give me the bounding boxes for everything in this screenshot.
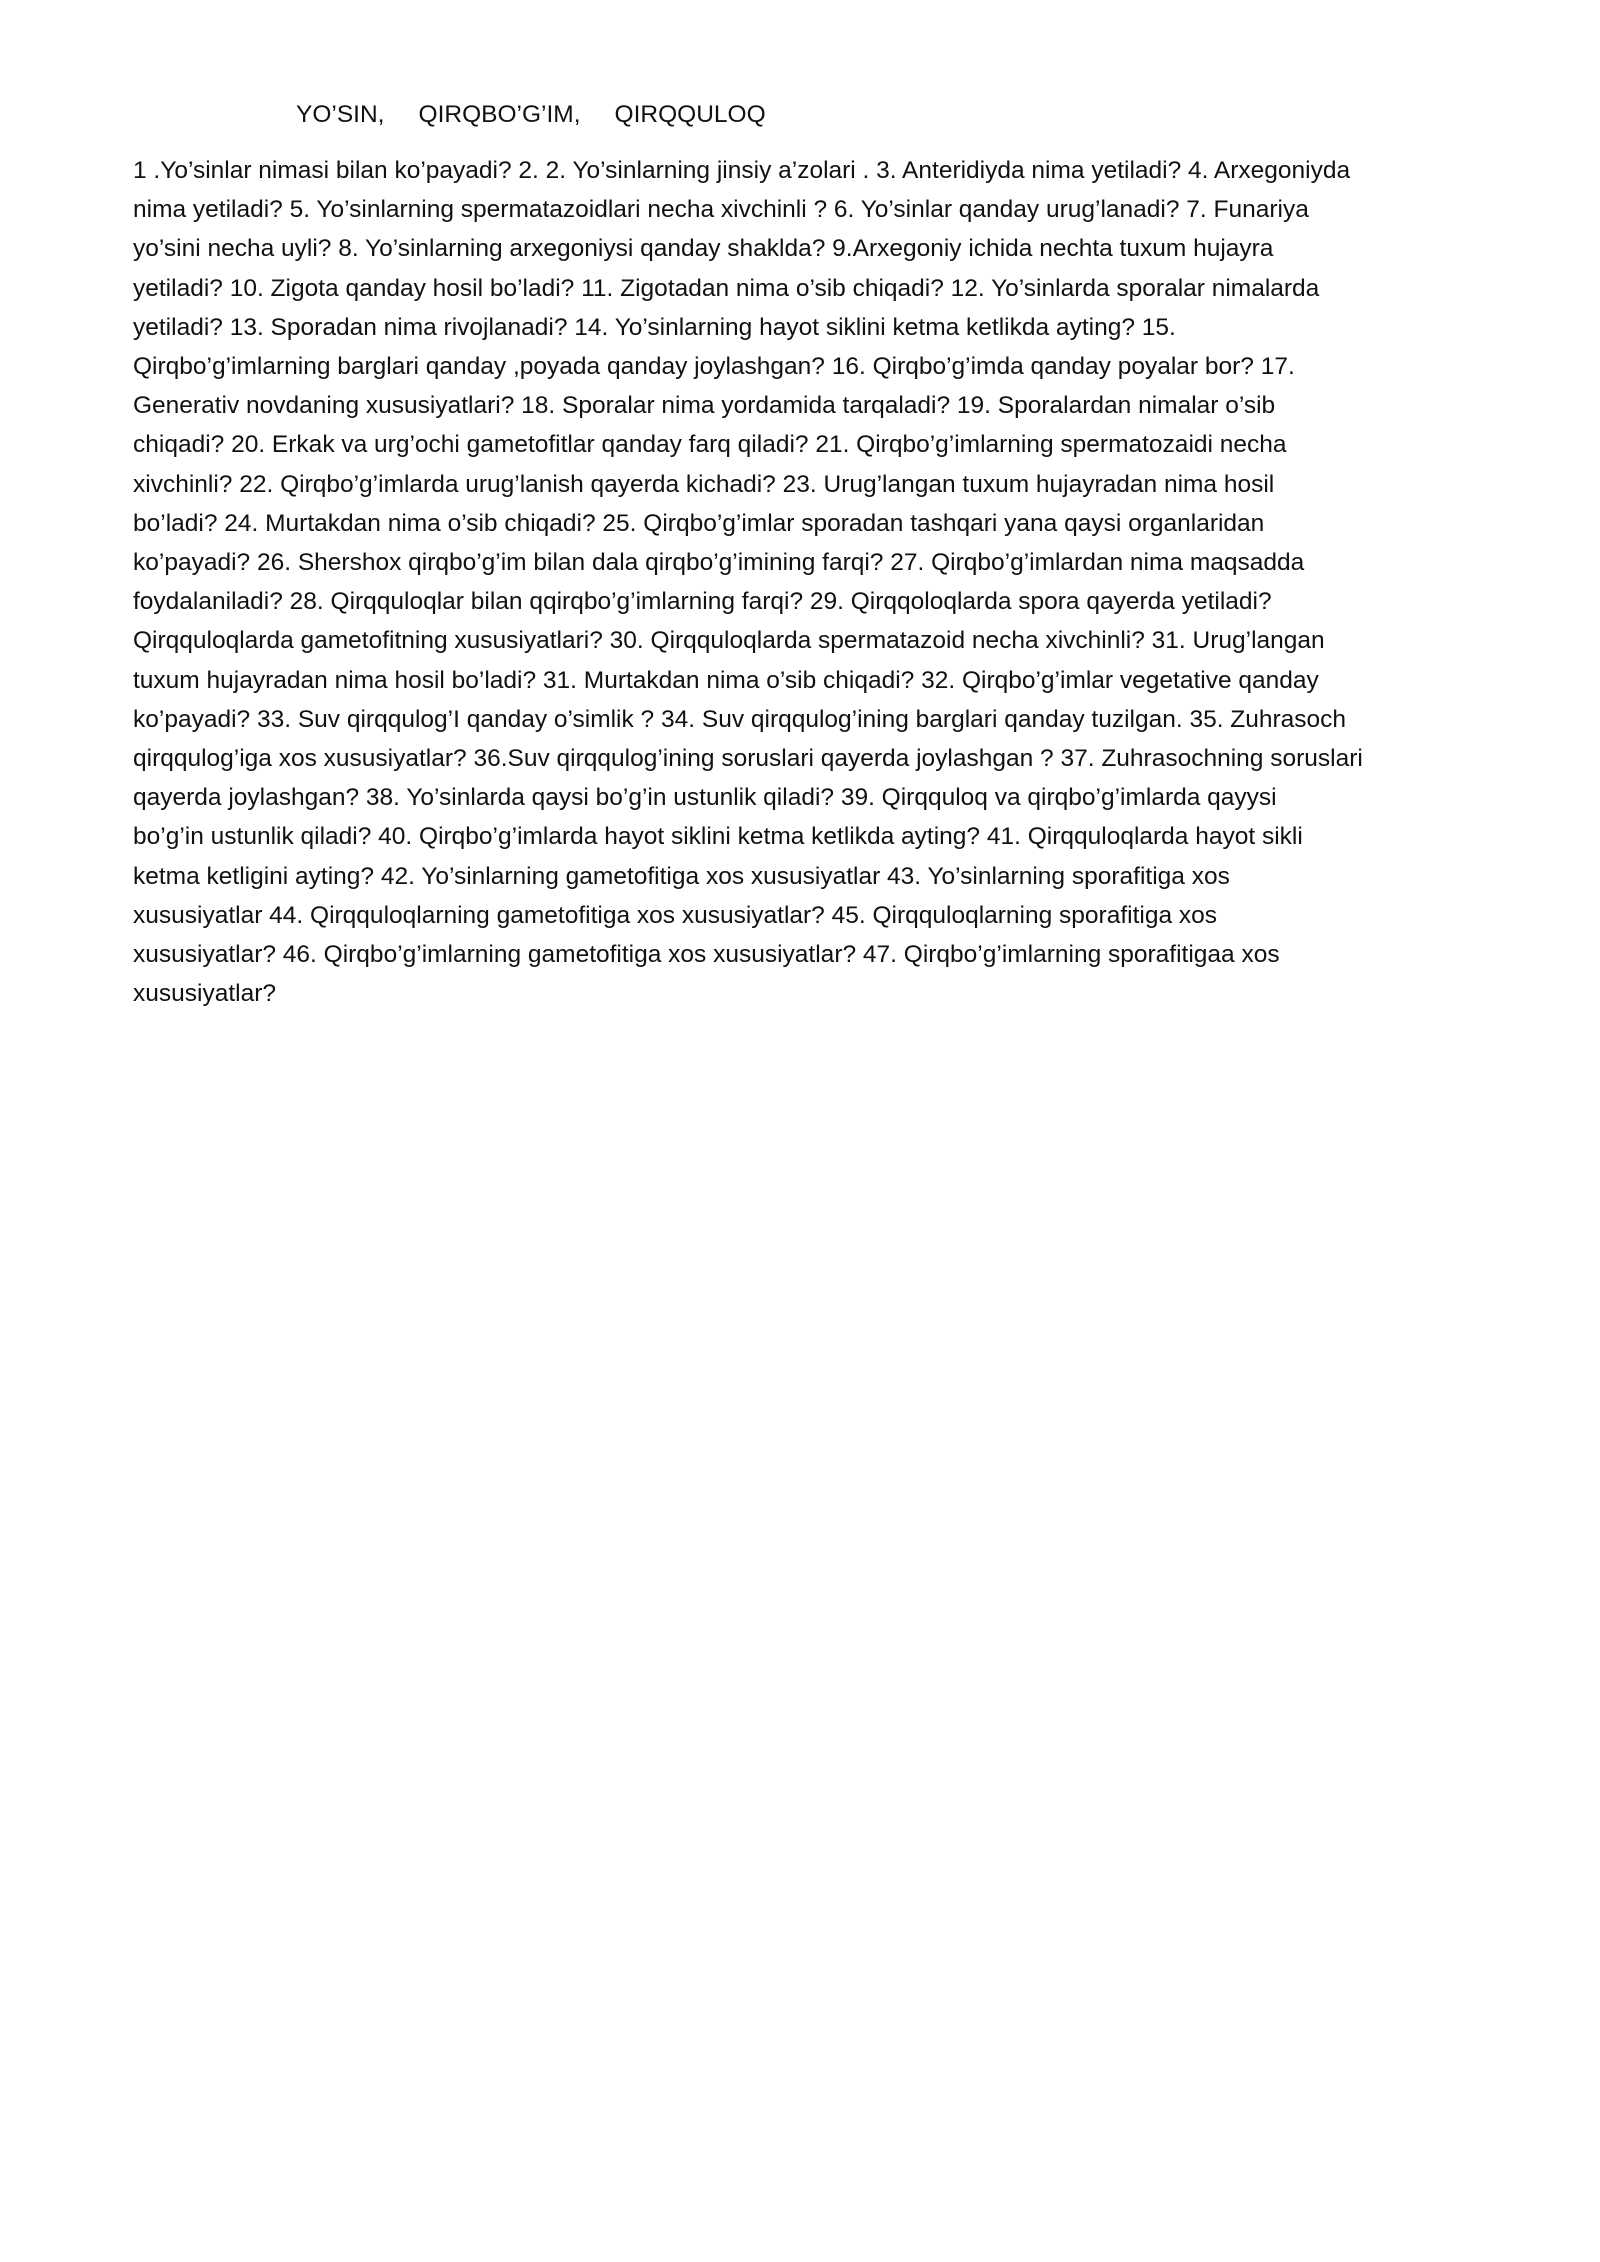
question-paragraph: 1 .Yo’sinlar nimasi bilan ko’payadi? 2. 2. Yo’sinlarning jinsiy a’zolari . 3. Anteridiyda nima yetiladi? 4. Arxegoniyda nima yetiladi? 5. Yo’sinlarning spermatazoidlari necha xivchinli ? 6. Yo’sinlar qanday urug’lanadi? 7. Funariya yo’sini necha uyli? 8. Yo’sinlarning arxegoniysi qanday shaklda? 9.Arxegoniy ichida nechta tuxum hujayra yetiladi? 10. Zigota qanday hosil bo’ladi? 11. Zigotadan nima o’sib chiqadi? 12. Yo’sinlarda sporalar nimalarda yetiladi? 13. Sporadan nima rivojlanadi? 14. Yo’sinlarning hayot siklini ketma ketlikda ayting? 15. Qirqbo’g’imlarning barglari qanday ,poyada qanday joylashgan? 16. Qirqbo’g’imda qanday poyalar bor? 17. Generativ novdaning xususiyatlari? 18. Sporalar nima yordamida tarqaladi? 19. Sporalardan nimalar o’sib chiqadi? 20. Erkak va urg’ochi gametofitlar qanday farq qiladi? 21. Qirqbo’g’imlarning spermatozaidi necha xivchinli? 22. Qirqbo’g’imlarda urug’lanish qayerda kichadi? 23. Urug’langan tuxum hujayradan nima hosil bo’ladi? 24. Murtakdan nima o’sib chiqadi? 25. Qirqbo’g’imlar sporadan tashqari yana qaysi organlaridan ko’payadi? 26. Shershox qirqbo’g’im bilan dala qirqbo’g’imining farqi? 27. Qirqbo’g’imlardan nima maqsadda foydalaniladi? 28. Qirqquloqlar bilan qqirqbo’g’imlarning farqi? 29. Qirqqoloqlarda spora qayerda yetiladi? Qirqquloqlarda gametofitning xususiyatlari? 30. Qirqquloqlarda spermatazoid necha xivchinli? 31. Urug’langan tuxum hujayradan nima hosil bo’ladi? 31. Murtakdan nima o’sib chiqadi? 32. Qirqbo’g’imlar vegetative qanday ko’payadi? 33. Suv qirqqulog’I qanday o’simlik ? 34. Suv qirqqulog’ining barglari qanday tuzilgan. 35. Zuhrasoch qirqqulog’iga xos xususiyatlar? 36.Suv qirqqulog’ining soruslari qayerda joylashgan ? 37. Zuhrasochning soruslari qayerda joylashgan? 38. Yo’sinlarda qaysi bo’g’in ustunlik qiladi? 39. Qirqquloq va qirqbo’g’imlarda qayysi bo’g’in ustunlik qiladi? 40. Qirqbo’g’imlarda hayot siklini ketma ketlikda ayting? 41. Qirqquloqlarda hayot sikli ketma ketligini ayting? 42. Yo’sinlarning gametofitiga xos xususiyatlar 43. Yo’sinlarning sporafitiga xos xususiyatlar 44. Qirqquloqlarning gametofitiga xos xususiyatlar? 45. Qirqquloqlarning sporafitiga xos xususiyatlar? 46. Qirqbo’g’imlarning gametofitiga xos xususiyatlar? 47. Qirqbo’g’imlarning sporafitigaa xos xususiyatlar? [133,157,1363,1008]
document-title: YO’SIN, QIRQBO’G’IM, QIRQQULOQ [296,101,766,128]
